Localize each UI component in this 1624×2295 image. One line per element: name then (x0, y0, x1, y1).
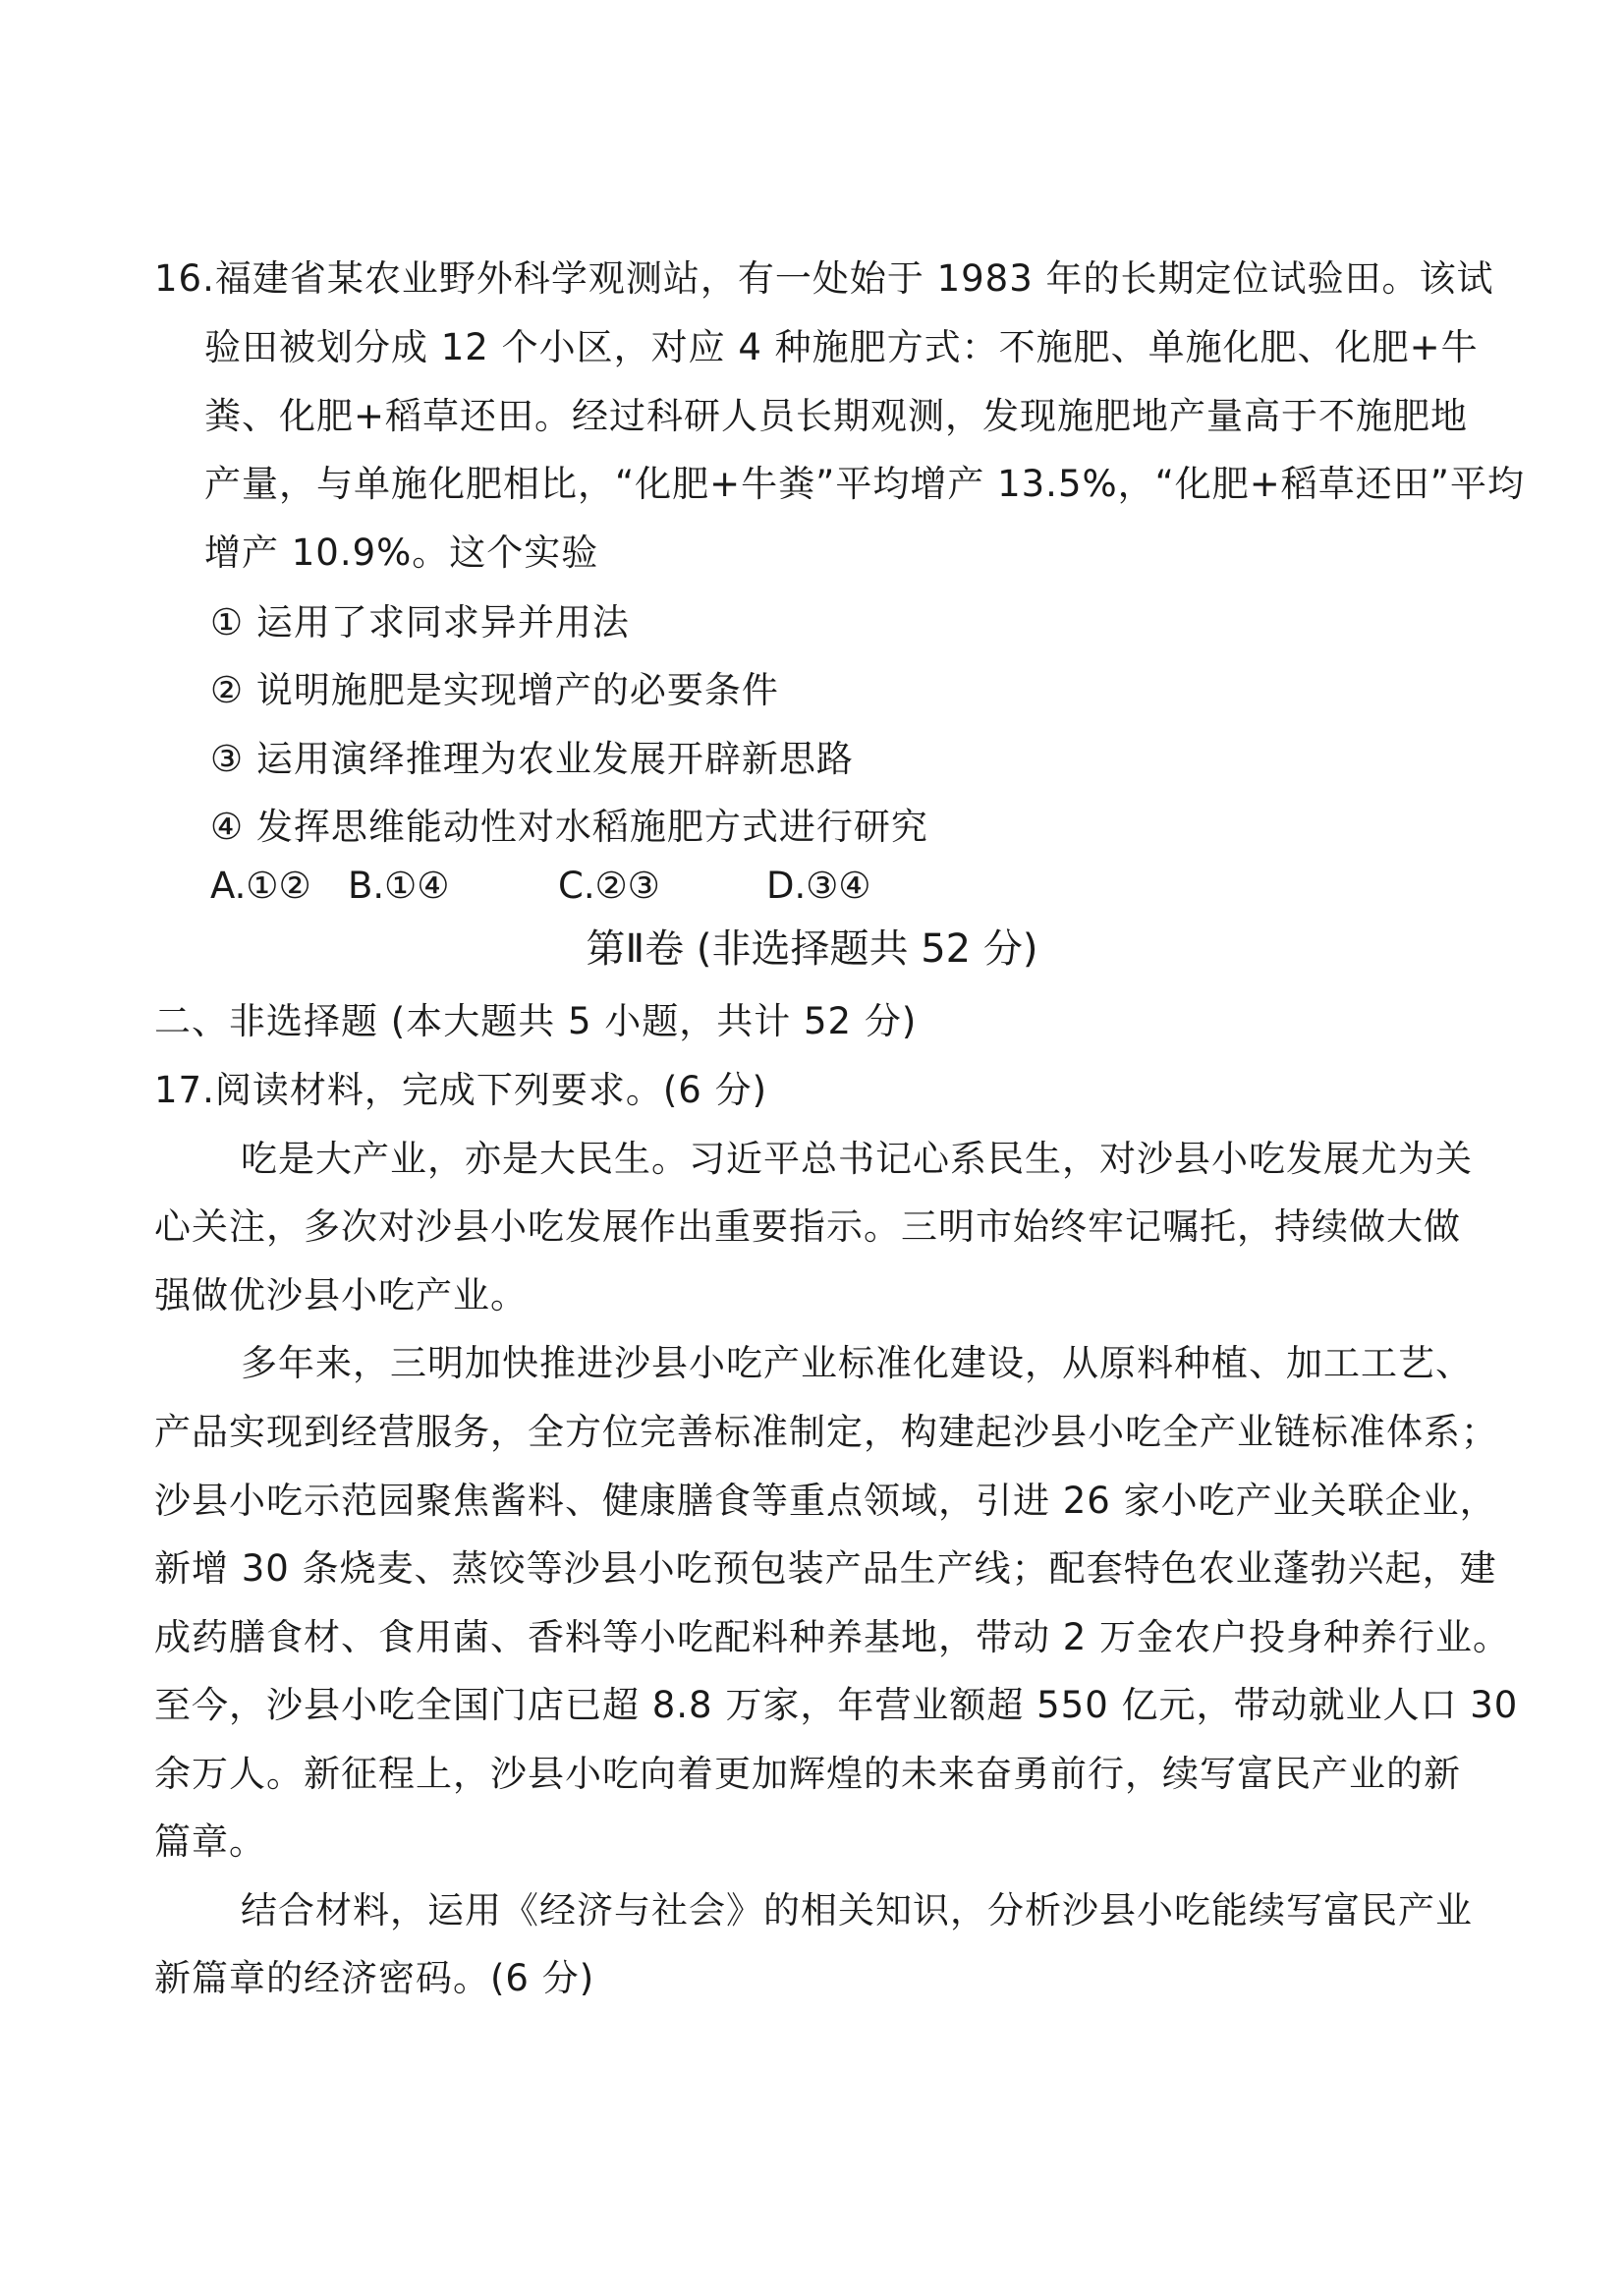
q16-line-2: 验田被划分成 12 个小区，对应 4 种施肥方式：不施肥、单施化肥、化肥+牛 (204, 326, 1479, 368)
q16-line-5: 增产 10.9%。这个实验 (204, 532, 599, 574)
q16-option-2: ② 说明施肥是实现增产的必要条件 (210, 669, 779, 711)
answer-a: A.①② (210, 865, 311, 907)
q16-answer-choices (210, 863, 871, 910)
q16-option-1: ① 运用了求同求异并用法 (210, 601, 630, 644)
q17-heading: 17.阅读材料，完成下列要求。(6 分) (154, 1069, 768, 1111)
section-title: 第Ⅱ卷 (非选择题共 52 分) (586, 926, 1038, 972)
section-heading: 二、非选择题 (本大题共 5 小题，共计 52 分) (154, 1000, 918, 1042)
q16-line-3: 粪、化肥+稻草还田。经过科研人员长期观测，发现施肥地产量高于不施肥地 (204, 395, 1468, 437)
q17-para2-line-6: 至今，沙县小吃全国门店已超 8.8 万家，年营业额超 550 亿元，带动就业人口 30 (154, 1684, 1519, 1726)
q17-para2-line-5: 成药膳食材、食用菌、香料等小吃配料种养基地，带动 2 万金农户投身种养行业。 (154, 1616, 1511, 1658)
answer-c: C.②③ (558, 865, 660, 907)
q17-para2-line-1: 多年来，三明加快推进沙县小吃产业标准化建设，从原料种植、加工工艺、 (241, 1342, 1473, 1384)
q16-option-3: ③ 运用演绎推理为农业发展开辟新思路 (210, 738, 854, 780)
q17-para1-line-3: 强做优沙县小吃产业。 (154, 1274, 528, 1316)
q17-para2-line-4: 新增 30 条烧麦、蒸饺等沙县小吃预包装产品生产线；配套特色农业蓬勃兴起，建 (154, 1547, 1497, 1590)
q16-line-1: 16.福建省某农业野外科学观测站，有一处始于 1983 年的长期定位试验田。该试 (154, 257, 1494, 300)
q17-para2-line-2: 产品实现到经营服务，全方位完善标准制定，构建起沙县小吃全产业链标准体系； (154, 1411, 1498, 1453)
q17-para2-line-7: 余万人。新征程上，沙县小吃向着更加辉煌的未来奋勇前行，续写富民产业的新 (154, 1753, 1461, 1795)
answer-b: B.①④ (348, 865, 450, 907)
q17-para3-line-2: 新篇章的经济密码。(6 分) (154, 1957, 595, 1999)
q17-para2-line-8: 篇章。 (154, 1820, 266, 1863)
q16-option-4: ④ 发挥思维能动性对水稻施肥方式进行研究 (210, 806, 928, 848)
q17-para1-line-2: 心关注，多次对沙县小吃发展作出重要指示。三明市始终牢记嘱托，持续做大做 (154, 1205, 1461, 1248)
q17-para3-line-1: 结合材料，运用《经济与社会》的相关知识，分析沙县小吃能续写富民产业 (241, 1889, 1473, 1931)
q17-para1-line-1: 吃是大产业，亦是大民生。习近平总书记心系民生，对沙县小吃发展尤为关 (241, 1138, 1473, 1180)
answer-d: D.③④ (766, 865, 871, 907)
q17-para2-line-3: 沙县小吃示范园聚焦酱料、健康膳食等重点领域，引进 26 家小吃产业关联企业， (154, 1480, 1497, 1522)
q16-line-4: 产量，与单施化肥相比，“化肥+牛粪”平均增产 13.5%，“化肥+稻草还田”平均 (204, 463, 1525, 505)
